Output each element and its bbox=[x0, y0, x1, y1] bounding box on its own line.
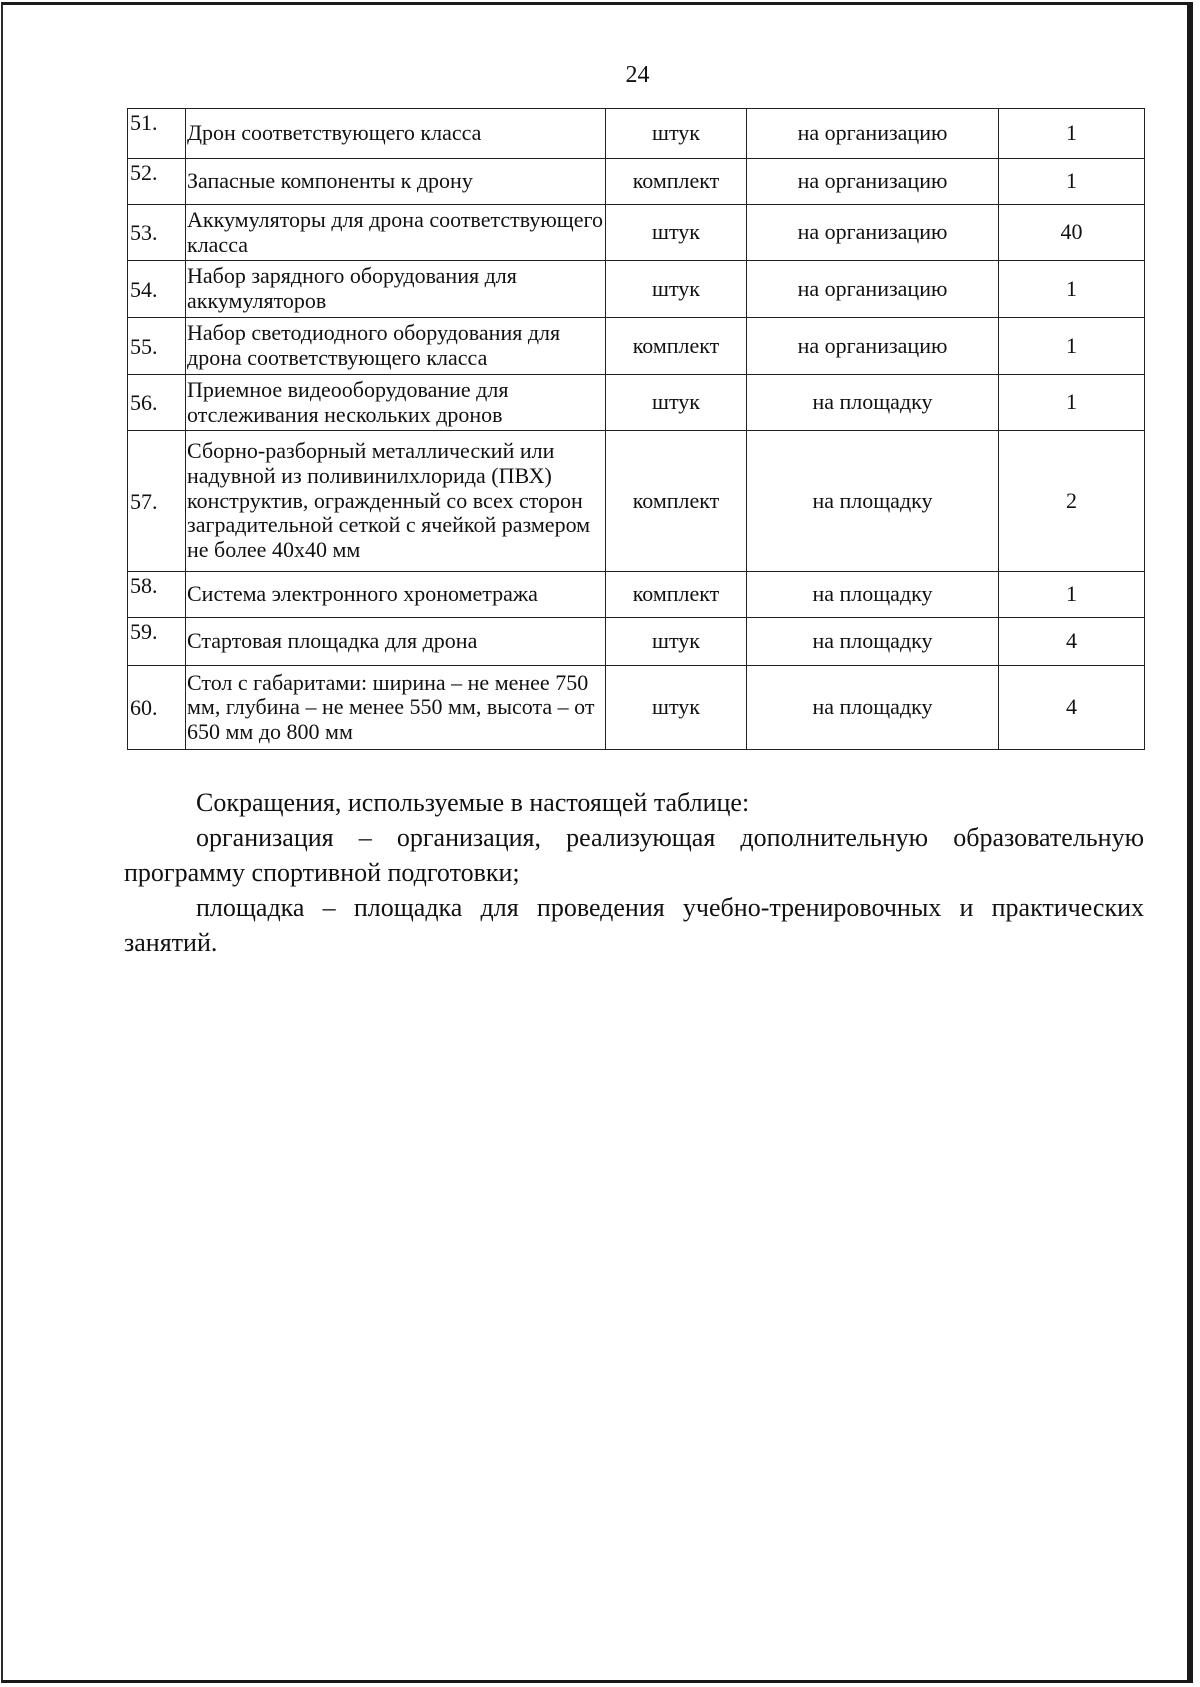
table-row bbox=[128, 109, 1145, 159]
item-quantity: 1 bbox=[999, 572, 1145, 618]
item-unit: комплект bbox=[606, 431, 747, 572]
item-name: Аккумуляторы для дрона соответствующего класса bbox=[186, 205, 606, 261]
item-name: Дрон соответствующего класса bbox=[186, 109, 606, 159]
abbreviation-site: площадка – площадка для проведения учебно-тренировочных и практических занятий. bbox=[124, 893, 1144, 958]
item-name: Стартовая площадка для дрона bbox=[186, 618, 606, 666]
row-number: 53. bbox=[128, 205, 186, 261]
item-unit: штук bbox=[606, 205, 747, 261]
row-number: 59. bbox=[128, 618, 186, 666]
page-number: 24 bbox=[625, 62, 650, 88]
item-name: Стол с габаритами: ширина – не менее 750 мм, глубина – не менее 550 мм, высота – от 650 мм до 800 мм bbox=[186, 666, 606, 750]
item-quantity: 1 bbox=[999, 109, 1145, 159]
item-quantity: 4 bbox=[999, 618, 1145, 666]
item-basis: на организацию bbox=[747, 159, 999, 205]
item-basis: на организацию bbox=[747, 109, 999, 159]
item-unit: комплект bbox=[606, 572, 747, 618]
row-number: 54. bbox=[128, 261, 186, 318]
item-name: Запасные компоненты к дрону bbox=[186, 159, 606, 205]
item-basis: на площадку bbox=[747, 572, 999, 618]
item-quantity: 4 bbox=[999, 666, 1145, 750]
table-row bbox=[128, 375, 1145, 431]
row-number: 51. bbox=[128, 109, 186, 159]
row-number: 60. bbox=[128, 666, 186, 750]
item-quantity: 1 bbox=[999, 159, 1145, 205]
item-name: Приемное видеооборудование для отслеживания нескольких дронов bbox=[186, 375, 606, 431]
abbreviation-organization: организация – организация, реализующая дополнительную образовательную программу спортивной подготовки; bbox=[124, 823, 1144, 888]
table-row bbox=[128, 572, 1145, 618]
item-unit: штук bbox=[606, 109, 747, 159]
item-name: Набор светодиодного оборудования для дрона соответствующего класса bbox=[186, 318, 606, 375]
item-unit: штук bbox=[606, 618, 747, 666]
item-quantity: 40 bbox=[999, 205, 1145, 261]
item-unit: штук bbox=[606, 375, 747, 431]
table-row bbox=[128, 159, 1145, 205]
item-basis: на площадку bbox=[747, 431, 999, 572]
item-basis: на организацию bbox=[747, 205, 999, 261]
item-unit: комплект bbox=[606, 159, 747, 205]
item-quantity: 2 bbox=[999, 431, 1145, 572]
item-basis: на площадку bbox=[747, 618, 999, 666]
table-row bbox=[128, 431, 1145, 572]
table-row bbox=[128, 318, 1145, 375]
table-row bbox=[128, 666, 1145, 750]
item-name: Система электронного хронометража bbox=[186, 572, 606, 618]
table-row bbox=[128, 261, 1145, 318]
item-basis: на площадку bbox=[747, 375, 999, 431]
item-basis: на организацию bbox=[747, 261, 999, 318]
item-unit: комплект bbox=[606, 318, 747, 375]
row-number: 52. bbox=[128, 159, 186, 205]
item-name: Сборно-разборный металлический или надувной из поливинилхлорида (ПВХ) конструктив, огражденный со всех сторон заградительной сеткой с ячейкой размером не более 40х40 мм bbox=[186, 431, 606, 572]
item-unit: штук bbox=[606, 261, 747, 318]
item-basis: на площадку bbox=[747, 666, 999, 750]
row-number: 55. bbox=[128, 318, 186, 375]
item-quantity: 1 bbox=[999, 375, 1145, 431]
row-number: 58. bbox=[128, 572, 186, 618]
row-number: 57. bbox=[128, 431, 186, 572]
item-quantity: 1 bbox=[999, 261, 1145, 318]
item-unit: штук bbox=[606, 666, 747, 750]
item-name: Набор зарядного оборудования для аккумуляторов bbox=[186, 261, 606, 318]
item-quantity: 1 bbox=[999, 318, 1145, 375]
abbreviations-section bbox=[124, 785, 1144, 960]
table-row bbox=[128, 618, 1145, 666]
item-basis: на организацию bbox=[747, 318, 999, 375]
abbreviations-title: Сокращения, используемые в настоящей таблице: bbox=[196, 788, 750, 817]
table-row bbox=[128, 205, 1145, 261]
row-number: 56. bbox=[128, 375, 186, 431]
equipment-table bbox=[127, 108, 1145, 750]
